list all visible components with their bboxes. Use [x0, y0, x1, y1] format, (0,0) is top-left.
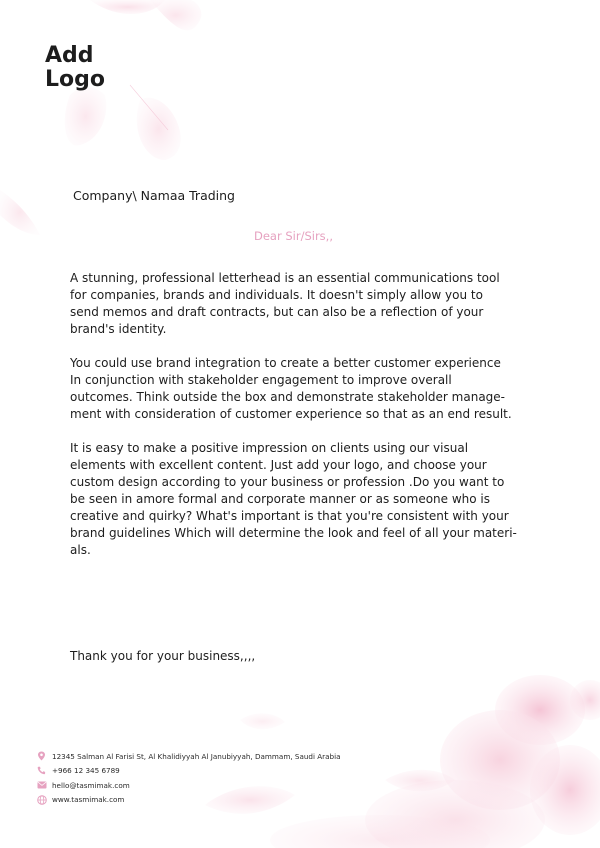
contact-info: [36, 749, 341, 807]
logo-line-2: Logo: [45, 67, 105, 92]
globe-icon: [36, 794, 47, 805]
leaf-bottom-3: [240, 713, 285, 729]
leaf-left: [0, 190, 40, 235]
contact-email-row: [36, 778, 341, 793]
leaf-mid-2: [137, 98, 181, 160]
logo-placeholder: [45, 44, 105, 92]
phone-icon: [36, 765, 47, 776]
company-name: Company\ Namaa Trading: [73, 188, 235, 203]
contact-email[interactable]: hello@tasmimak.com: [52, 780, 130, 790]
contact-address: 12345 Salman Al Farisi St, Al Khalidiyyah Al Janubiyyah, Dammam, Saudi Arabia: [52, 751, 341, 761]
contact-phone: +966 12 345 6789: [52, 766, 120, 776]
contact-address-row: [36, 749, 341, 764]
location-pin-icon: [36, 751, 47, 762]
contact-website-row: [36, 793, 341, 808]
paragraph-2: You could use brand integration to create a better customer experience In conjunction with stakeholder engagement to improve overall outcomes. Think outside the box and demonstrate stakeholder manage- ment with consideration of customer experience so that as an end result.: [70, 356, 512, 421]
letter-body: [70, 270, 532, 576]
leaf-top-2: [150, 0, 201, 30]
paragraph-1: A stunning, professional letterhead is an essential communications tool for companies, brands and individuals. It doesn't simply allow you to send memos and draft contracts, but can also be a reflection of your brand's identity.: [70, 271, 500, 336]
leaf-mid-1: [65, 88, 106, 146]
contact-phone-row: [36, 764, 341, 779]
contact-website[interactable]: www.tasmimak.com: [52, 795, 125, 805]
paragraph-3: It is easy to make a positive impression on clients using our visual elements with excellent content. Just add your logo, and choose your custom design according to your business or profession .Do you want to be seen in amore formal and corporate manner or as someone who is creative and quirky? What's important is that you're consistent with your brand guidelines Which will determine the look and feel of all your materi- als.: [70, 441, 517, 557]
closing-line: Thank you for your business,,,,: [70, 649, 256, 663]
email-icon: [36, 780, 47, 791]
logo-line-1: Add: [45, 43, 94, 68]
salutation: Dear Sir/Sirs,,: [254, 229, 333, 243]
